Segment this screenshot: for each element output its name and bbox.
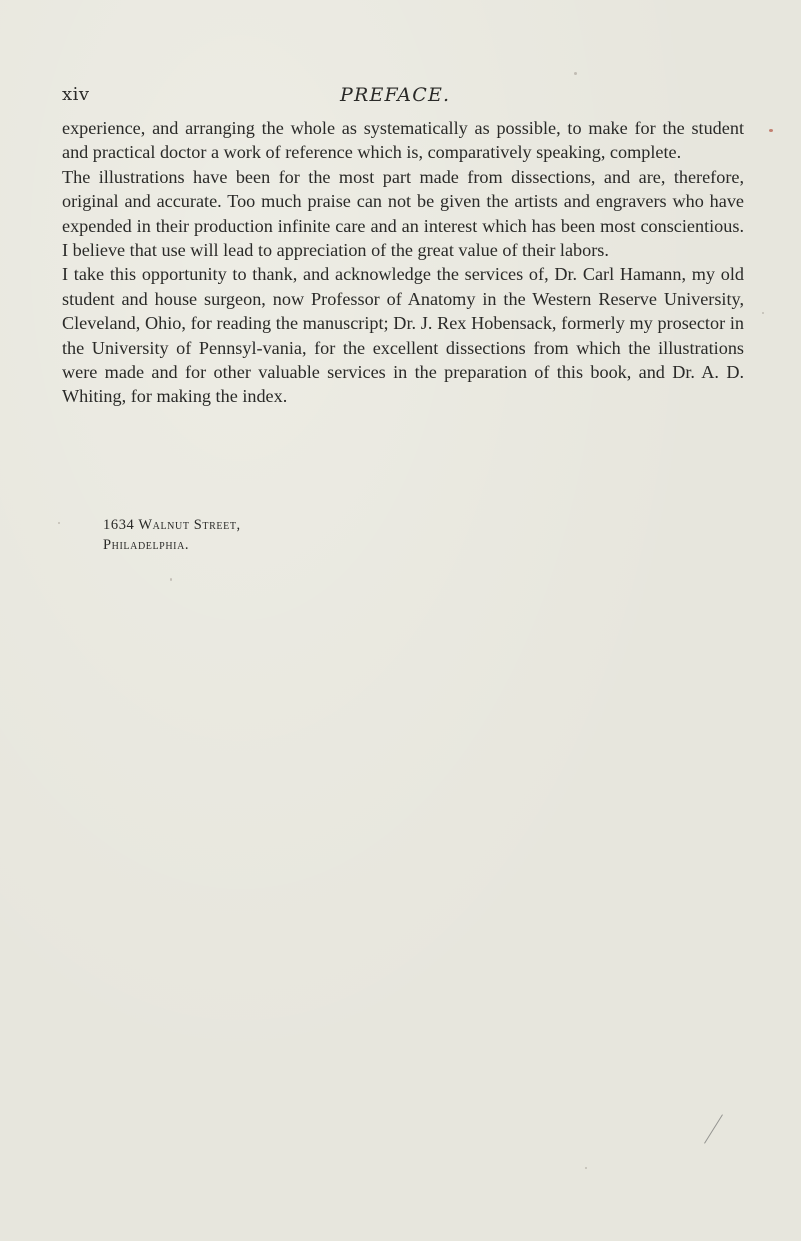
body-text <box>62 116 744 409</box>
paragraph-illustrations: The illustrations have been for the most part made from dissections, and are, therefore, original and accurate. Too much praise can not be given the artists and engravers who have expended in their production infinite care and an interest which has been most conscientious. I believe that use will lead to appreciation of the great value of their labors. <box>62 166 744 261</box>
paragraph-acknowledgements: I take this opportunity to thank, and acknowledge the services of, Dr. Carl Hamann, my old student and house surgeon, now Professor of Anatomy in the Western Reserve University, Cleveland, Ohio, for reading the manuscript; Dr. J. Rex Hobensack, formerly my prosector in the University of Pennsyl-vania, for the excellent dissections from which the illustrations were made and for other valuable services in the preparation of this book, and Dr. A. D. Whiting, for making the index. <box>62 264 744 407</box>
running-head <box>62 84 742 110</box>
address-street: 1634 Walnut Street, <box>103 517 241 533</box>
paragraph-continuation: experience, and arranging the whole as systematically as possible, to make for the student and practical doctor a work of reference which is, comparatively speaking, complete. <box>62 118 744 163</box>
address-city: Philadelphia. <box>103 537 190 553</box>
signature-address <box>103 515 241 555</box>
page-number: xiv <box>62 84 90 105</box>
section-title: PREFACE. <box>340 84 451 106</box>
pencil-mark <box>704 1114 723 1143</box>
